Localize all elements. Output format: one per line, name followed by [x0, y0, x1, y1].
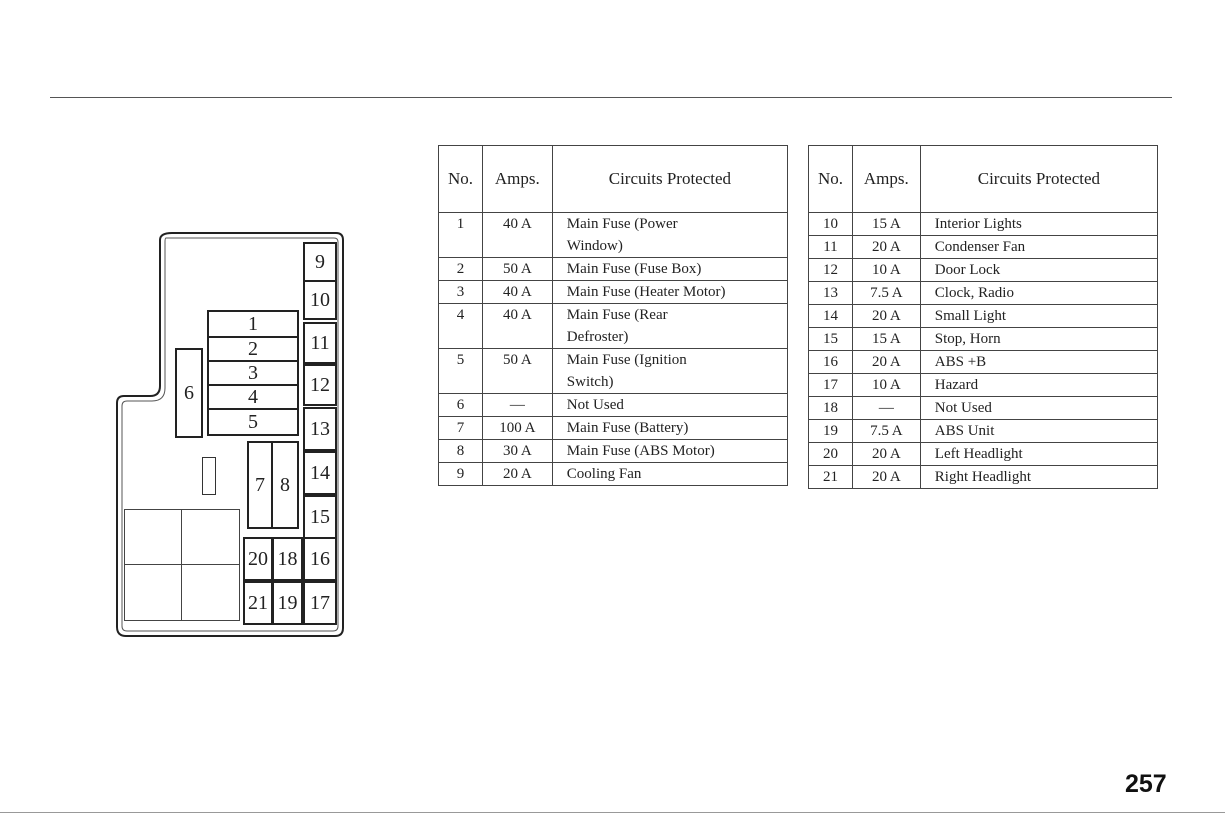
cell-circuits: Hazard [920, 374, 1157, 397]
table-header [809, 146, 1158, 213]
table-row [809, 213, 1158, 236]
header-amps: Amps. [482, 146, 552, 213]
table-row [809, 351, 1158, 374]
cell-amps: 10 A [852, 374, 920, 397]
cell-amps: 50 A [482, 258, 552, 281]
fuse-20 [243, 537, 273, 581]
fuse-label: 13 [310, 418, 330, 440]
cell-amps: 40 A [482, 304, 552, 349]
fuse-7 [247, 441, 273, 529]
cell-circuits: Main Fuse (Battery) [552, 417, 787, 440]
cell-circuits: Window) [552, 235, 787, 258]
table-row [809, 236, 1158, 259]
cell-no: 8 [439, 440, 483, 463]
fuse-label: 18 [277, 548, 298, 570]
fuse-21 [243, 581, 273, 625]
fuse-16 [303, 537, 337, 581]
table-row [809, 397, 1158, 420]
cell-circuits: Main Fuse (ABS Motor) [552, 440, 787, 463]
table-row [809, 420, 1158, 443]
cell-circuits: Left Headlight [920, 443, 1157, 466]
cell-no: 18 [809, 397, 853, 420]
fuse-15 [303, 495, 337, 539]
fuse-2 [207, 336, 299, 362]
fuse-box-diagram [0, 0, 400, 700]
cell-circuits: Switch) [552, 371, 787, 394]
fuse-label: 21 [248, 592, 268, 614]
cell-no: 17 [809, 374, 853, 397]
table-row [809, 305, 1158, 328]
table-row [809, 374, 1158, 397]
cell-circuits: Not Used [552, 394, 787, 417]
cell-amps: 50 A [482, 349, 552, 394]
cell-circuits: Not Used [920, 397, 1157, 420]
fuse-table-right [808, 145, 1158, 489]
cell-amps: 7.5 A [852, 282, 920, 305]
cell-circuits: Cooling Fan [552, 463, 787, 486]
bottom-rule [0, 812, 1225, 813]
table-row [809, 466, 1158, 489]
fuse-3 [207, 360, 299, 386]
fuse-label: 6 [184, 382, 194, 404]
cell-circuits: Main Fuse (Fuse Box) [552, 258, 787, 281]
cell-amps: — [852, 397, 920, 420]
fuse-19 [272, 581, 303, 625]
cell-no: 1 [439, 213, 483, 258]
cell-no: 4 [439, 304, 483, 349]
cell-amps: 20 A [852, 351, 920, 374]
fuse-5 [207, 408, 299, 436]
cell-circuits: Main Fuse (Heater Motor) [552, 281, 787, 304]
page-number: 257 [1125, 770, 1167, 798]
cell-no: 2 [439, 258, 483, 281]
cell-circuits: ABS +B [920, 351, 1157, 374]
fuse-10 [303, 280, 337, 320]
cell-no: 11 [809, 236, 853, 259]
cell-circuits: Small Light [920, 305, 1157, 328]
cell-circuits: ABS Unit [920, 420, 1157, 443]
table-row [439, 417, 788, 440]
table-row [439, 281, 788, 304]
fuse-label: 19 [277, 592, 298, 614]
fuse-label: 12 [310, 374, 330, 396]
fuse-label: 15 [310, 506, 330, 528]
cell-circuits: Stop, Horn [920, 328, 1157, 351]
cell-no: 21 [809, 466, 853, 489]
cell-circuits: Door Lock [920, 259, 1157, 282]
relay-block [124, 509, 240, 621]
cell-amps: 40 A [482, 213, 552, 258]
cell-amps: 15 A [852, 328, 920, 351]
cell-circuits: Condenser Fan [920, 236, 1157, 259]
cell-amps: 10 A [852, 259, 920, 282]
cell-amps: 15 A [852, 213, 920, 236]
fuse-label: 17 [310, 592, 330, 614]
cell-no: 5 [439, 349, 483, 394]
table-row [439, 349, 788, 372]
fuse-11 [303, 322, 337, 364]
fuse-1 [207, 310, 299, 338]
header-circuits: Circuits Protected [552, 146, 787, 213]
cell-circuits: Main Fuse (Ignition [552, 349, 787, 372]
cell-amps: 7.5 A [852, 420, 920, 443]
table-row [439, 394, 788, 417]
table-header [439, 146, 788, 213]
cell-amps: 20 A [852, 236, 920, 259]
cell-no: 15 [809, 328, 853, 351]
table-row [439, 213, 788, 236]
cell-circuits: Right Headlight [920, 466, 1157, 489]
fuse-label: 9 [315, 251, 325, 273]
cell-circuits: Clock, Radio [920, 282, 1157, 305]
header-no: No. [439, 146, 483, 213]
table-row [809, 443, 1158, 466]
table-row [439, 440, 788, 463]
fuse-4 [207, 384, 299, 410]
table-row [439, 463, 788, 486]
fuse-label: 5 [248, 411, 258, 433]
header-circuits: Circuits Protected [920, 146, 1157, 213]
cell-amps: 100 A [482, 417, 552, 440]
fuse-9 [303, 242, 337, 282]
cell-circuits: Main Fuse (Power [552, 213, 787, 236]
cell-amps: 40 A [482, 281, 552, 304]
cell-no: 10 [809, 213, 853, 236]
fuse-label: 10 [310, 289, 330, 311]
cell-circuits: Defroster) [552, 326, 787, 349]
cell-amps: 20 A [852, 443, 920, 466]
cell-amps: 20 A [852, 466, 920, 489]
cell-no: 12 [809, 259, 853, 282]
header-no: No. [809, 146, 853, 213]
fuse-label: 16 [310, 548, 330, 570]
cell-amps: 20 A [482, 463, 552, 486]
fuse-12 [303, 364, 337, 406]
cell-no: 3 [439, 281, 483, 304]
table-row [809, 328, 1158, 351]
cell-no: 20 [809, 443, 853, 466]
cell-no: 9 [439, 463, 483, 486]
table-row [439, 304, 788, 327]
cell-circuits: Interior Lights [920, 213, 1157, 236]
fuse-18 [272, 537, 303, 581]
fuse-label: 20 [248, 548, 268, 570]
fuse-8 [271, 441, 299, 529]
cell-circuits: Main Fuse (Rear [552, 304, 787, 327]
fuse-label: 3 [248, 362, 258, 384]
fuse-label: 11 [310, 332, 330, 354]
fuse-label: 7 [255, 474, 265, 496]
fuse-label: 14 [310, 462, 330, 484]
cell-no: 6 [439, 394, 483, 417]
cell-no: 19 [809, 420, 853, 443]
fuse-label: 8 [280, 474, 290, 496]
fuse-6 [175, 348, 203, 438]
fuse-label: 2 [248, 338, 258, 360]
small-slot [202, 457, 216, 495]
table-row [809, 282, 1158, 305]
cell-amps: 20 A [852, 305, 920, 328]
fuse-table-left [438, 145, 788, 486]
table-row [809, 259, 1158, 282]
fuse-label: 1 [248, 313, 258, 335]
cell-no: 16 [809, 351, 853, 374]
header-amps: Amps. [852, 146, 920, 213]
cell-no: 14 [809, 305, 853, 328]
cell-amps: 30 A [482, 440, 552, 463]
cell-no: 7 [439, 417, 483, 440]
fuse-14 [303, 451, 337, 495]
cell-no: 13 [809, 282, 853, 305]
fuse-17 [303, 581, 337, 625]
fuse-13 [303, 407, 337, 451]
cell-amps: — [482, 394, 552, 417]
table-row [439, 258, 788, 281]
fuse-label: 4 [248, 386, 258, 408]
